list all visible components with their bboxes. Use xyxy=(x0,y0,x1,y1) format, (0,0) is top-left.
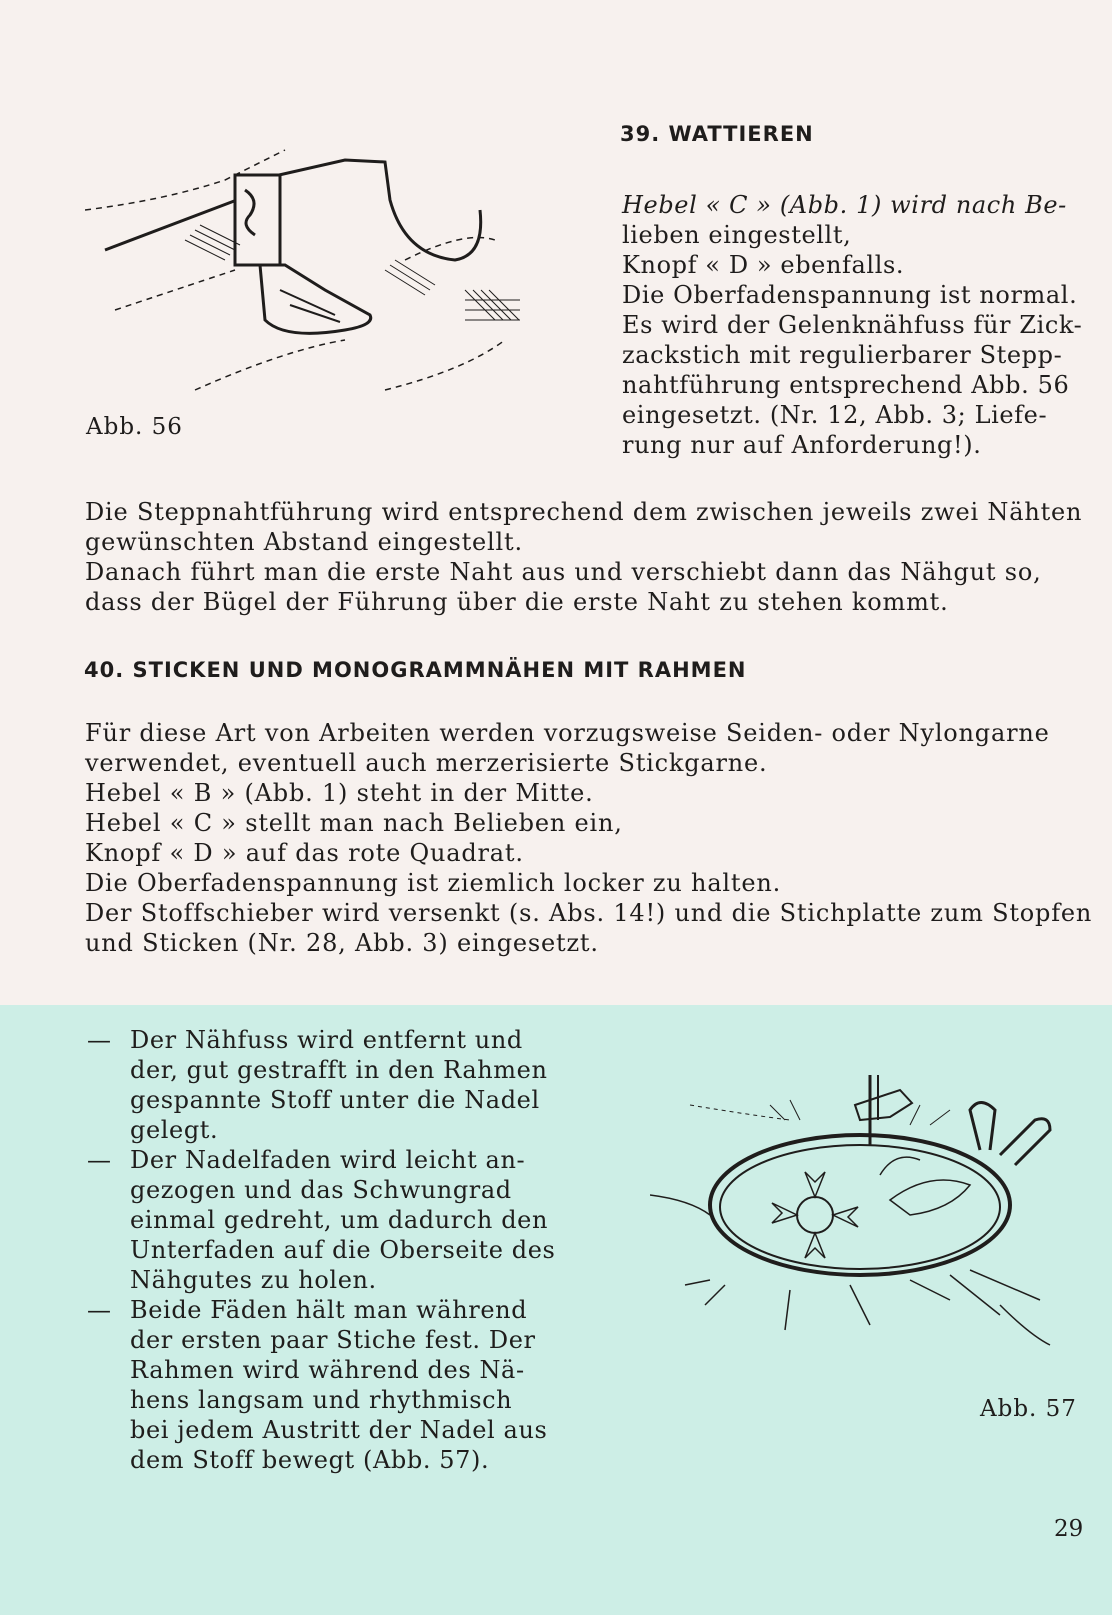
text-line: verwendet, eventuell auch merzerisierte Stickgarne. xyxy=(85,749,768,777)
figure-56-caption: Abb. 56 xyxy=(86,414,183,440)
text-line: Der Stoffschieber wird versenkt (s. Abs. 14!) und die Stichplatte zum Stopfen xyxy=(85,899,1093,927)
page-number: 29 xyxy=(1054,1516,1084,1542)
text-line: Die Oberfadenspannung ist normal. xyxy=(622,281,1078,309)
text-line: nahtführung entsprechend Abb. 56 xyxy=(622,371,1070,399)
presser-foot-illustration xyxy=(85,140,555,420)
dash-marker: — xyxy=(87,1026,112,1054)
text-line xyxy=(622,190,1082,220)
text-line: Beide Fäden hält man während xyxy=(130,1296,528,1324)
embroidery-hoop-illustration xyxy=(650,1075,1090,1375)
figure-57-caption: Abb. 57 xyxy=(980,1396,1077,1422)
text-line: Die Oberfadenspannung ist ziemlich locker zu halten. xyxy=(85,869,782,897)
emphasis: Hebel « C » (Abb. 1) wird nach Be- xyxy=(622,191,1067,219)
text-line: Hebel « C » stellt man nach Belieben ein, xyxy=(85,809,623,837)
section-39-text xyxy=(622,190,1082,460)
list-item xyxy=(85,1025,555,1145)
dash-marker: — xyxy=(87,1146,112,1174)
text-line: zackstich mit regulierbarer Stepp- xyxy=(622,341,1063,369)
text-line: und Sticken (Nr. 28, Abb. 3) eingesetzt. xyxy=(85,929,599,957)
embroidery-hoop-drawing xyxy=(650,1075,1090,1375)
text-line: der, gut gestrafft in den Rahmen xyxy=(130,1056,548,1084)
text-line: Knopf « D » auf das rote Quadrat. xyxy=(85,839,524,867)
presser-foot-drawing xyxy=(85,140,555,420)
text-line: Danach führt man die erste Naht aus und verschiebt dann das Nähgut so, xyxy=(85,558,1042,586)
section-40-text xyxy=(85,718,1093,958)
section-39-heading: 39. WATTIEREN xyxy=(620,122,814,146)
list-item xyxy=(85,1295,555,1475)
dash-marker: — xyxy=(87,1296,112,1324)
text-line: gezogen und das Schwungrad xyxy=(130,1176,512,1204)
text-line: Der Nadelfaden wird leicht an- xyxy=(130,1146,526,1174)
text-line: dass der Bügel der Führung über die erste Naht zu stehen kommt. xyxy=(85,588,949,616)
text-line: Unterfaden auf die Oberseite des xyxy=(130,1236,556,1264)
text-line: Rahmen wird während des Nä- xyxy=(130,1356,525,1384)
text-line: Nähgutes zu holen. xyxy=(130,1266,377,1294)
text-line: gespannte Stoff unter die Nadel xyxy=(130,1086,540,1114)
list-item xyxy=(85,1145,555,1295)
text-line: gewünschten Abstand eingestellt. xyxy=(85,528,523,556)
text-line: Der Nähfuss wird entfernt und xyxy=(130,1026,523,1054)
text-line: Die Steppnahtführung wird entsprechend dem zwischen jeweils zwei Nähten xyxy=(85,498,1083,526)
text-line: lieben eingestellt, xyxy=(622,221,852,249)
text-line: einmal gedreht, um dadurch den xyxy=(130,1206,549,1234)
text-line: Knopf « D » ebenfalls. xyxy=(622,251,905,279)
text-line: eingesetzt. (Nr. 12, Abb. 3; Liefe- xyxy=(622,401,1048,429)
seam-guide-paragraph xyxy=(85,497,1083,617)
text-line: hens langsam und rhythmisch xyxy=(130,1386,513,1414)
text-line: gelegt. xyxy=(130,1116,219,1144)
text-line: rung nur auf Anforderung!). xyxy=(622,431,982,459)
text-line: bei jedem Austritt der Nadel aus xyxy=(130,1416,548,1444)
section-40-heading: 40. STICKEN UND MONOGRAMMNÄHEN MIT RAHMEN xyxy=(84,658,747,682)
text-line: Hebel « B » (Abb. 1) steht in der Mitte. xyxy=(85,779,594,807)
instruction-list xyxy=(85,1025,555,1475)
text-line: der ersten paar Stiche fest. Der xyxy=(130,1326,536,1354)
text-line: dem Stoff bewegt (Abb. 57). xyxy=(130,1446,490,1474)
text-line: Es wird der Gelenknähfuss für Zick- xyxy=(622,311,1083,339)
text-line: Für diese Art von Arbeiten werden vorzugsweise Seiden- oder Nylongarne xyxy=(85,719,1050,747)
